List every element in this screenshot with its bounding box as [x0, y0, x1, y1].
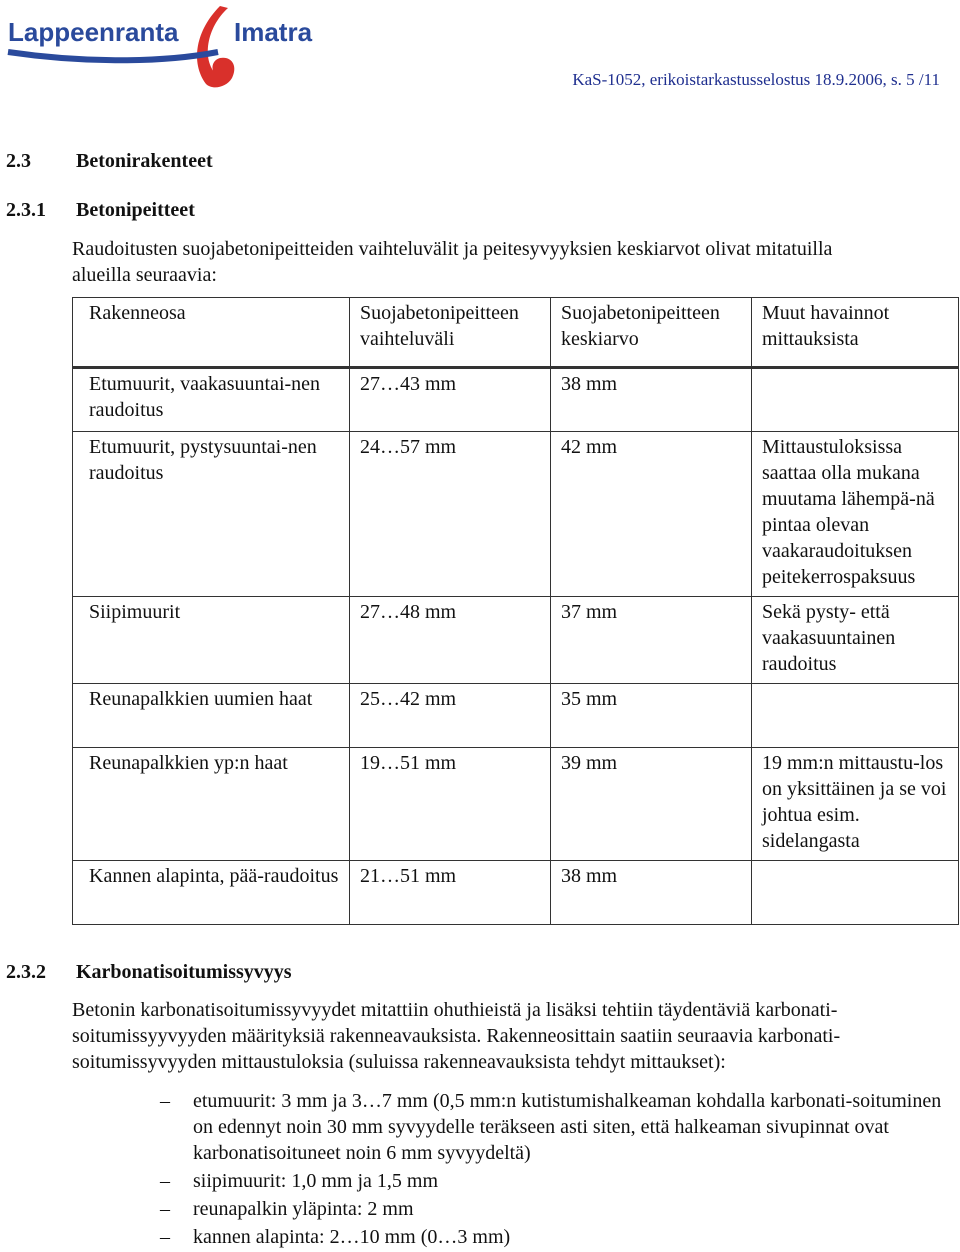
list-item [160, 1224, 950, 1250]
table-header-cell: Muut havainnot mittauksista [752, 298, 959, 368]
cell-mean: 42 mm [551, 432, 752, 597]
cover-depth-table [72, 297, 959, 925]
carbonation-paragraph [72, 997, 952, 1075]
cell-part: Etumuurit, pystysuuntai-nen raudoitus [73, 432, 350, 597]
bullet-dash: – [160, 1198, 170, 1220]
paragraph-line: soitumissyyvyyden määrityksiä rakenneavauksista. Rakenneosittain saatiin seuraavia karbonati- [72, 1025, 841, 1047]
section-heading-2-3-1 [6, 199, 195, 222]
bullet-dash: – [160, 1226, 170, 1248]
section-heading-2-3-2 [6, 961, 292, 984]
logo-swoosh [197, 6, 234, 87]
intro-paragraph [72, 236, 952, 288]
cell-notes: Sekä pysty- että vaakasuuntainen raudoitus [752, 597, 959, 684]
cell-notes: 19 mm:n mittaustu-los on yksittäinen ja se voi johtua esim. sidelangasta [752, 748, 959, 861]
cell-part: Kannen alapinta, pää-raudoitus [73, 861, 350, 925]
section-number: 2.3 [6, 150, 31, 172]
carbonation-bullet-list [160, 1088, 950, 1252]
cell-mean: 38 mm [551, 368, 752, 432]
section-number: 2.3.1 [6, 199, 46, 221]
list-item-text: reunapalkin yläpinta: 2 mm [193, 1198, 414, 1220]
intro-line: Raudoitusten suojabetonipeitteiden vaihteluvälit ja peitesyvyyksien keskiarvot olivat mitatuilla [72, 238, 833, 260]
logo-text-right: Imatra [234, 17, 313, 47]
table-row [73, 748, 959, 861]
section-number: 2.3.2 [6, 961, 46, 983]
cell-range: 21…51 mm [350, 861, 551, 925]
cell-mean: 38 mm [551, 861, 752, 925]
list-item-text: kannen alapinta: 2…10 mm (0…3 mm) [193, 1226, 511, 1248]
logo-underline-curve [8, 52, 218, 60]
table-header-cell: Suojabetonipeitteen vaihteluväli [350, 298, 551, 368]
cell-range: 27…48 mm [350, 597, 551, 684]
table-header-cell: Rakenneosa [73, 298, 350, 368]
cell-notes: Mittaustuloksissa saattaa olla mukana muutama lähempä-nä pintaa olevan vaakaraudoituksen peitekerrospaksuus [752, 432, 959, 597]
cell-part: Reunapalkkien uumien haat [73, 684, 350, 748]
intro-line: alueilla seuraavia: [72, 264, 217, 286]
list-item-text: etumuurit: 3 mm ja 3…7 mm (0,5 mm:n kutistumishalkeaman kohdalla karbonati-soituminen on edennyt noin 30 mm syvyydelle teräkseen asti siten, että halkeaman sivupinnat ovat karbonatisoituneet noin 6 mm syvyydeltä) [193, 1090, 942, 1164]
section-title: Karbonatisoitumissyvyys [76, 961, 292, 983]
cell-mean: 39 mm [551, 748, 752, 861]
list-item [160, 1196, 950, 1222]
list-item [160, 1088, 950, 1166]
cell-mean: 35 mm [551, 684, 752, 748]
cell-range: 25…42 mm [350, 684, 551, 748]
cell-notes [752, 861, 959, 925]
logo-text-left: Lappeenranta [8, 17, 179, 47]
table-row [73, 368, 959, 432]
paragraph-line: soitumissyvyyden mittaustuloksia (suluissa rakenneavauksista tehdyt mittaukset): [72, 1051, 726, 1073]
cell-notes [752, 684, 959, 748]
lappeenranta-imatra-logo [6, 0, 336, 90]
bullet-dash: – [160, 1170, 170, 1192]
cell-part: Reunapalkkien yp:n haat [73, 748, 350, 861]
cell-part: Etumuurit, vaakasuuntai-nen raudoitus [73, 368, 350, 432]
cell-mean: 37 mm [551, 597, 752, 684]
cell-range: 24…57 mm [350, 432, 551, 597]
document-reference: KaS-1052, erikoistarkastusselostus 18.9.2006, s. 5 /11 [572, 70, 940, 89]
cell-range: 19…51 mm [350, 748, 551, 861]
table-row [73, 597, 959, 684]
section-title: Betonirakenteet [76, 150, 213, 172]
list-item-text: siipimuurit: 1,0 mm ja 1,5 mm [193, 1170, 438, 1192]
section-heading-2-3 [6, 150, 213, 173]
list-item [160, 1168, 950, 1194]
section-title: Betonipeitteet [76, 199, 195, 221]
cell-notes [752, 368, 959, 432]
bullet-dash: – [160, 1090, 170, 1112]
table-row [73, 684, 959, 748]
table-row [73, 432, 959, 597]
table-header-cell: Suojabetonipeitteen keskiarvo [551, 298, 752, 368]
cell-range: 27…43 mm [350, 368, 551, 432]
table-row [73, 861, 959, 925]
table-header-row [73, 298, 959, 368]
cell-part: Siipimuurit [73, 597, 350, 684]
paragraph-line: Betonin karbonatisoitumissyvyydet mitattiin ohuthieistä ja lisäksi tehtiin täydentäviä karbonati- [72, 999, 838, 1021]
